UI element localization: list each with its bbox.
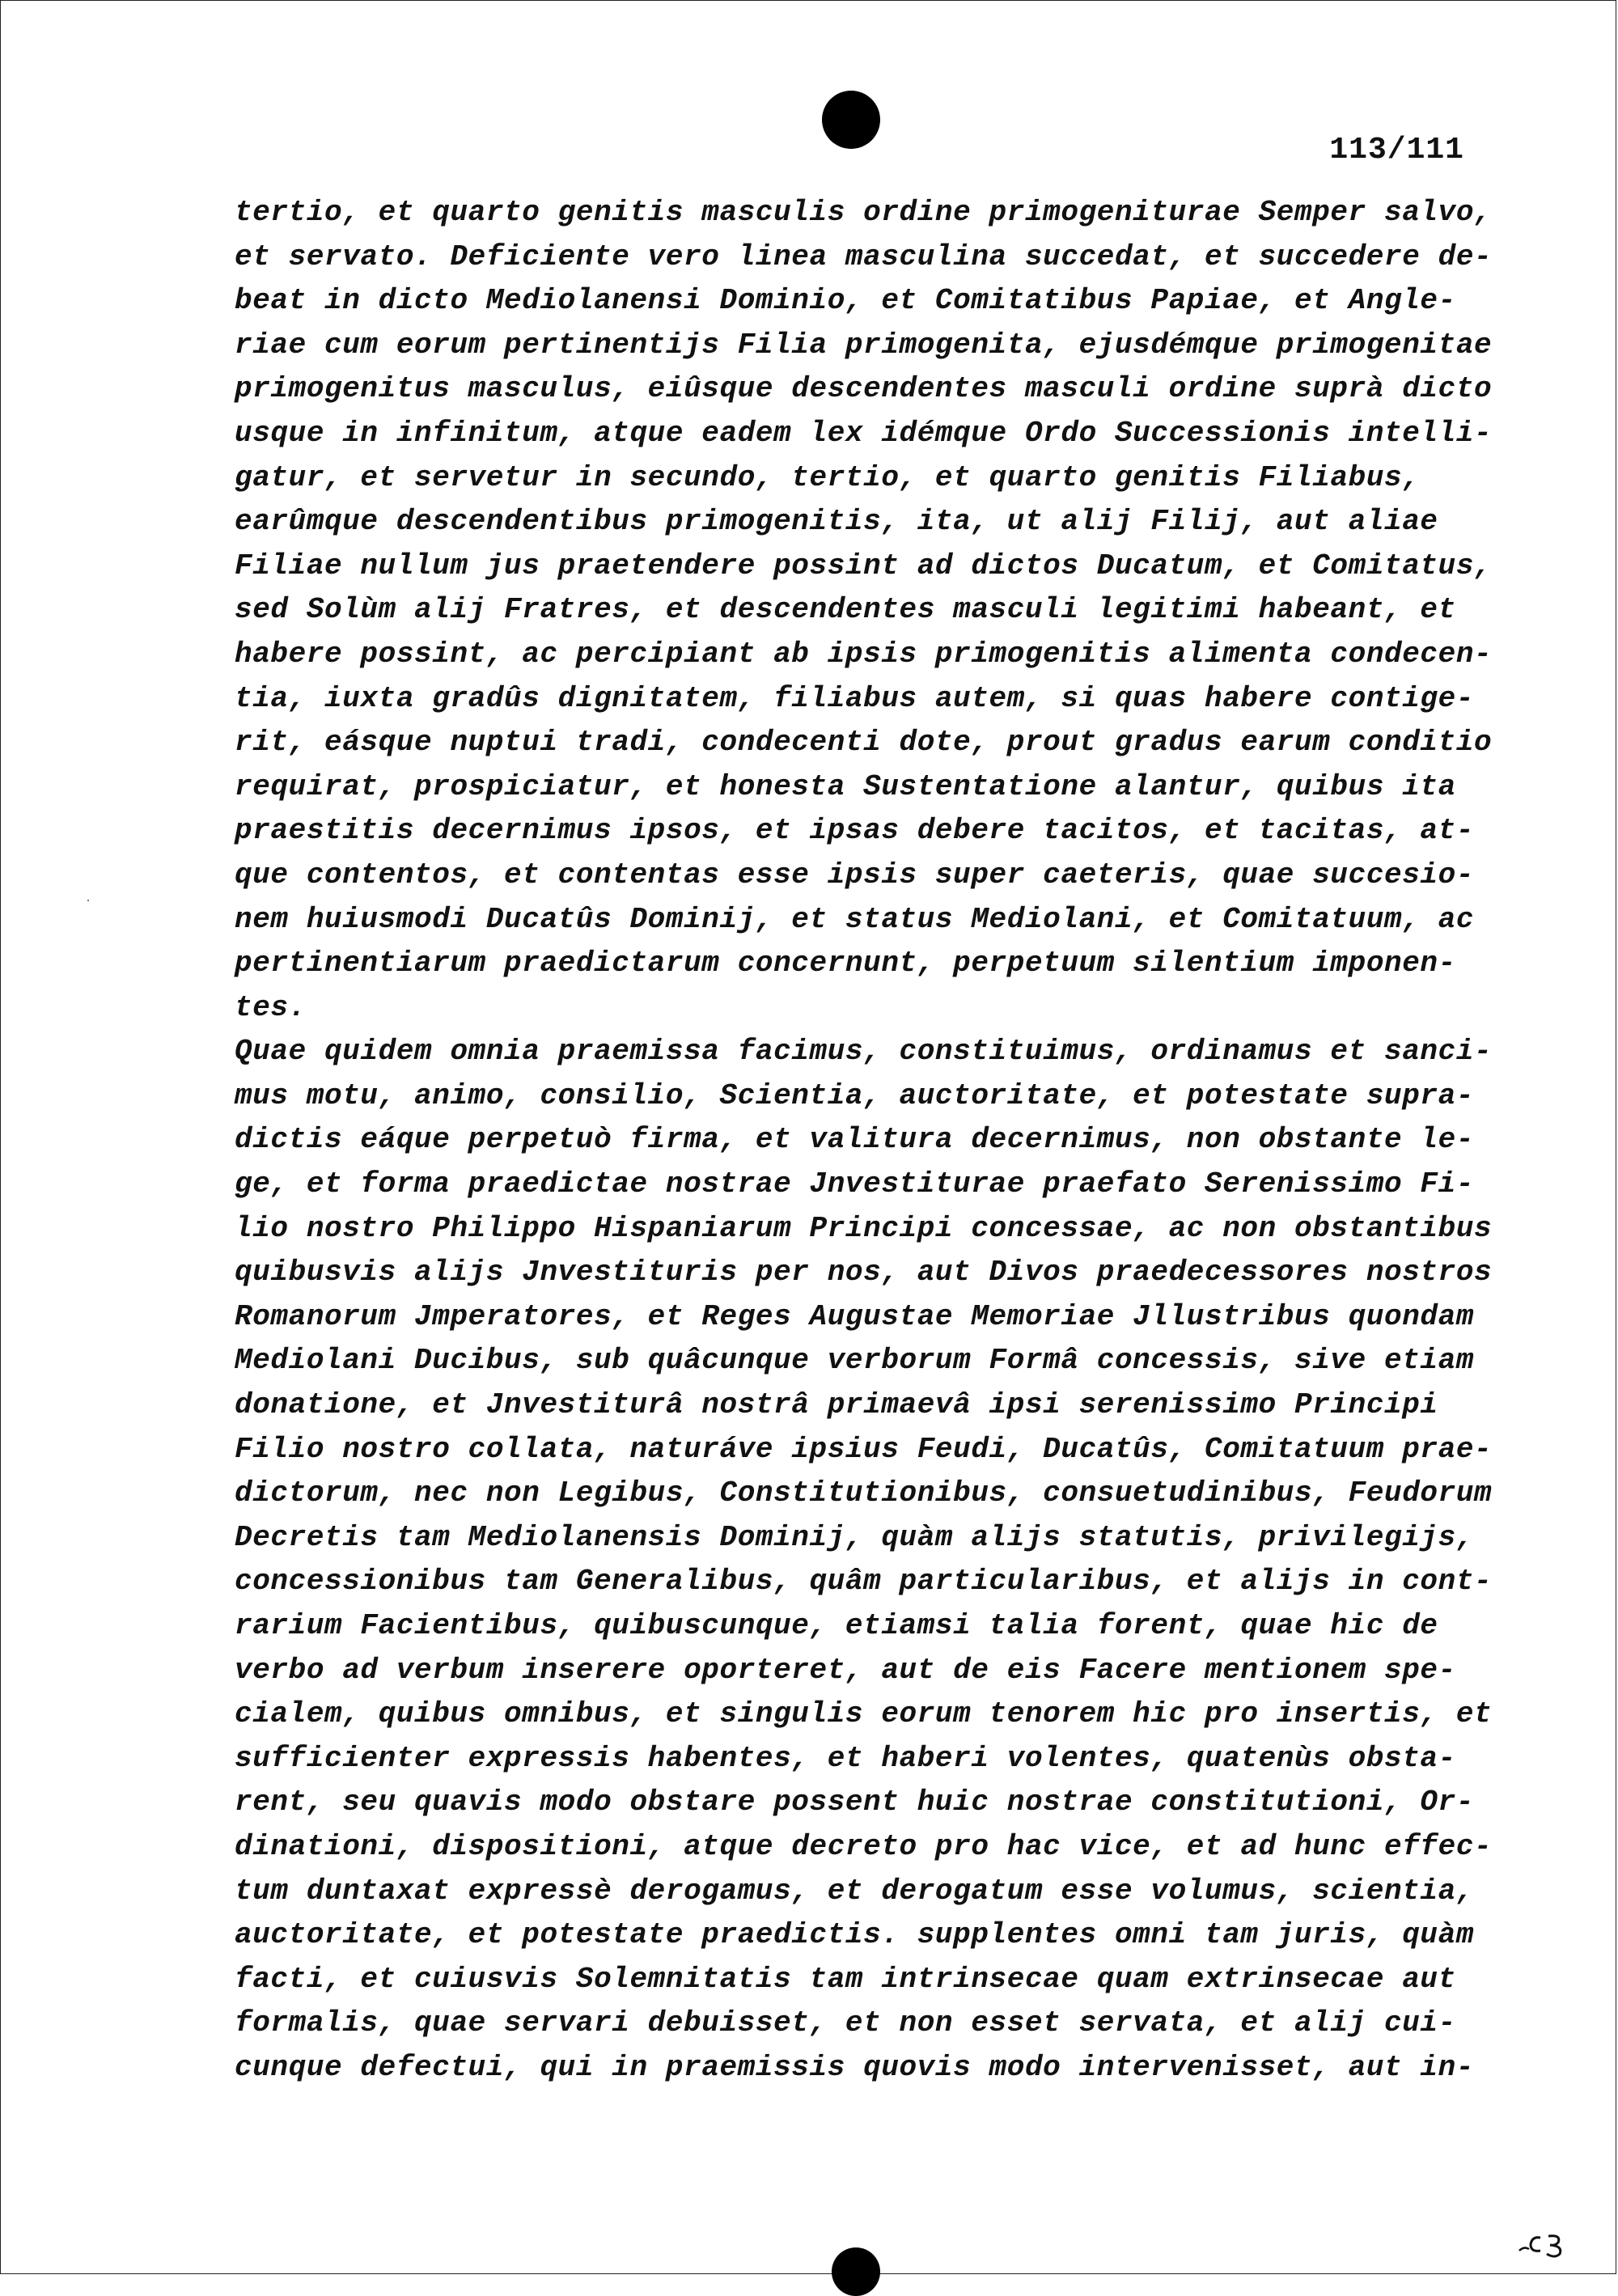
text-line: tia, iuxta gradûs dignitatem, filiabus autem, si quas habere contige- <box>235 681 1475 715</box>
text-line: Decretis tam Mediolanensis Dominij, quàm alijs statutis, privilegijs, <box>235 1520 1475 1554</box>
text-line: auctoritate, et potestate praedictis. supplentes omni tam juris, quàm <box>235 1918 1475 1952</box>
text-line: sed Solùm alij Fratres, et descendentes masculi legitimi habeant, et <box>235 593 1456 627</box>
text-line: quibusvis alijs Jnvestituris per nos, aut Divos praedecessores nostros <box>235 1256 1493 1290</box>
text-line: mus motu, animo, consilio, Scientia, auctoritate, et potestate supra- <box>235 1078 1475 1112</box>
punch-hole-bottom <box>832 2247 880 2296</box>
text-line: earûmque descendentibus primogenitis, ita, ut alij Filij, aut aliae <box>235 505 1438 539</box>
text-line: rarium Facientibus, quibuscunque, etiamsi talia forent, quae hic de <box>235 1609 1438 1642</box>
text-line: Romanorum Jmperatores, et Reges Augustae Memoriae Jllustribus quondam <box>235 1299 1475 1333</box>
text-line: tes. <box>235 990 307 1024</box>
text-line: usque in infinitum, atque eadem lex idémque Ordo Successionis intelli- <box>235 416 1493 450</box>
text-line: pertinentiarum praedictarum concernunt, perpetuum silentium imponen- <box>235 947 1456 981</box>
text-line: verbo ad verbum inserere oporteret, aut de eis Facere mentionem spe- <box>235 1653 1456 1687</box>
text-line: ge, et forma praedictae nostrae Jnvestiturae praefato Serenissimo Fi- <box>235 1167 1475 1201</box>
text-line: beat in dicto Mediolanensi Dominio, et Comitatibus Papiae, et Angle- <box>235 284 1456 318</box>
text-line: formalis, quae servari debuisset, et non esset servata, et alij cui- <box>235 2006 1456 2040</box>
text-line: nem huiusmodi Ducatûs Dominij, et status Mediolani, et Comitatuum, ac <box>235 902 1475 936</box>
text-line: concessionibus tam Generalibus, quâm particularibus, et alijs in cont- <box>235 1565 1493 1599</box>
text-line: dinationi, dispositioni, atque decreto pro hac vice, et ad hunc effec- <box>235 1829 1493 1863</box>
text-line: tum duntaxat expressè derogamus, et derogatum esse volumus, scientia, <box>235 1874 1475 1908</box>
text-line: rent, seu quavis modo obstare possent huic nostrae constitutioni, Or- <box>235 1786 1475 1819</box>
text-line: requirat, prospiciatur, et honesta Sustentatione alantur, quibus ita <box>235 769 1456 803</box>
handwritten-corner-mark <box>1516 2226 1573 2259</box>
text-line: rit, eásque nuptui tradi, condecenti dote, prout gradus earum conditio <box>235 726 1493 760</box>
text-line: tertio, et quarto genitis masculis ordine primogeniturae Semper salvo, <box>235 196 1493 229</box>
text-line: riae cum eorum pertinentijs Filia primogenita, ejusdémque primogenitae <box>235 328 1493 362</box>
punch-hole-top <box>822 91 880 149</box>
text-line: Quae quidem omnia praemissa facimus, constituimus, ordinamus et sanci- <box>235 1035 1493 1069</box>
text-line: cunque defectui, qui in praemissis quovis modo intervenisset, aut in- <box>235 2050 1475 2084</box>
text-line: donatione, et Jnvestiturâ nostrâ primaevâ ipsi serenissimo Principi <box>235 1388 1438 1422</box>
text-line: dictorum, nec non Legibus, Constitutionibus, consuetudinibus, Feudorum <box>235 1476 1493 1510</box>
text-line: et servato. Deficiente vero linea masculina succedat, et succedere de- <box>235 239 1493 273</box>
text-line: lio nostro Philippo Hispaniarum Principi concessae, ac non obstantibus <box>235 1211 1493 1245</box>
text-line: facti, et cuiusvis Solemnitatis tam intrinsecae quam extrinsecae aut <box>235 1962 1456 1996</box>
text-line: sufficienter expressis habentes, et haberi volentes, quatenùs obsta- <box>235 1741 1456 1775</box>
text-line: dictis eáque perpetuò firma, et valitura decernimus, non obstante le- <box>235 1123 1475 1157</box>
text-line: habere possint, ac percipiant ab ipsis primogenitis alimenta condecen- <box>235 637 1493 671</box>
text-line: que contentos, et contentas esse ipsis super caeteris, quae succesio- <box>235 858 1475 892</box>
text-line: gatur, et servetur in secundo, tertio, et quarto genitis Filiabus, <box>235 460 1421 494</box>
text-line: primogenitus masculus, eiûsque descendentes masculi ordine suprà dicto <box>235 372 1493 406</box>
text-line: Mediolani Ducibus, sub quâcunque verborum Formâ concessis, sive etiam <box>235 1344 1475 1378</box>
text-line: cialem, quibus omnibus, et singulis eorum tenorem hic pro insertis, et <box>235 1697 1493 1731</box>
text-line: Filio nostro collata, naturáve ipsius Feudi, Ducatûs, Comitatuum prae- <box>235 1432 1493 1466</box>
margin-speck <box>87 900 89 901</box>
document-body <box>235 191 1493 2091</box>
page-number: 113/111 <box>1329 133 1464 167</box>
text-line: Filiae nullum jus praetendere possint ad dictos Ducatum, et Comitatus, <box>235 549 1493 582</box>
text-line: praestitis decernimus ipsos, et ipsas debere tacitos, et tacitas, at- <box>235 814 1475 848</box>
